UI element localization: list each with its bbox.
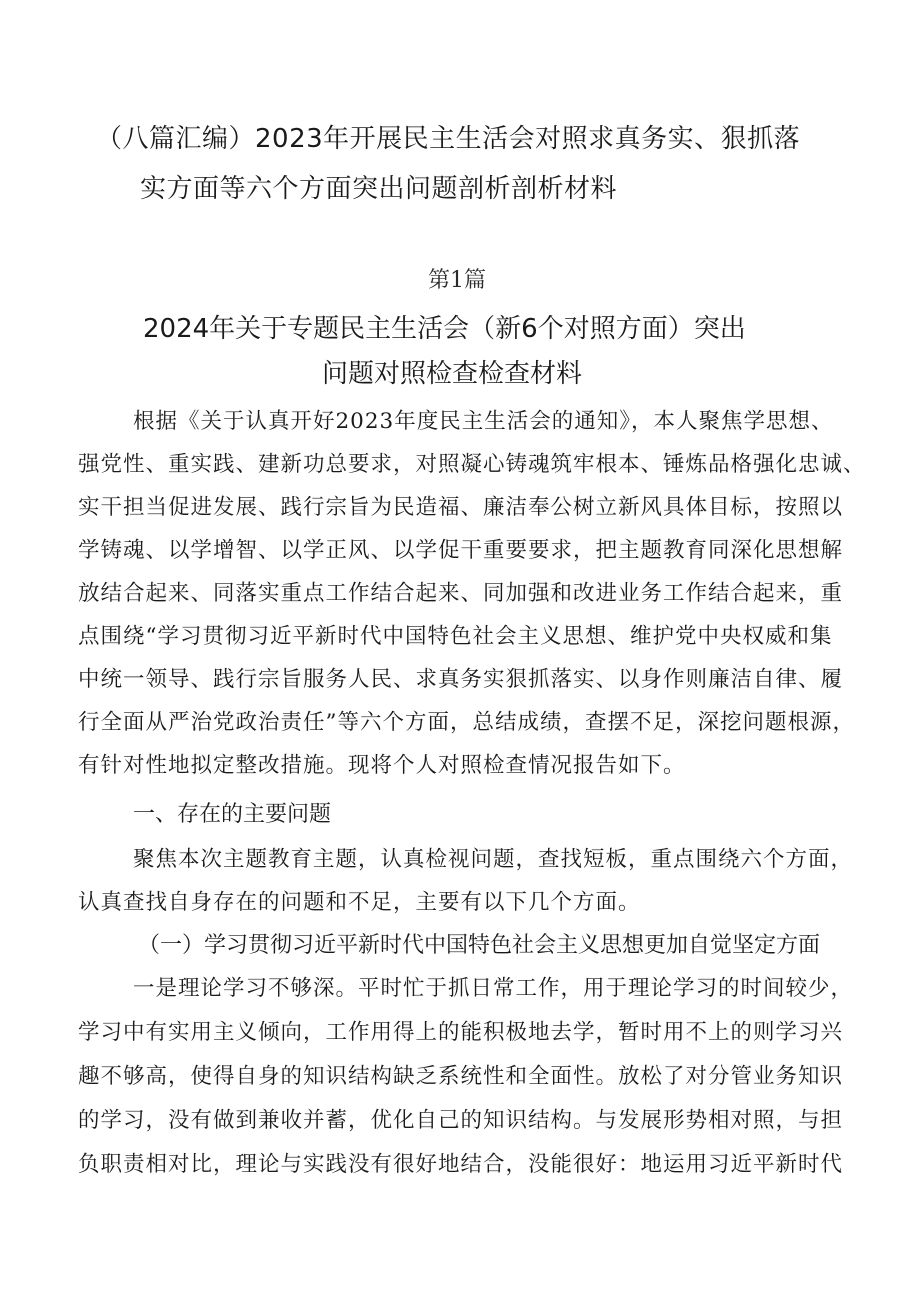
subtitle-line-1: 2024年关于专题民主生活会（新6个对照方面）突出 [143,314,746,344]
intro-line: 强党性、重实践、建新功总要求，对照凝心铸魂筑牢根本、锤炼品格强化忠诚、 [78,452,866,477]
document-title-line-2: 实方面等六个方面突出问题剖析剖析材料 [140,174,618,204]
subsection-line: 负职责相对比，理论与实践没有很好地结合，没能很好：地运用习近平新时代 [78,1152,844,1177]
section-line: 聚焦本次主题教育主题，认真检视问题，查找短板，重点围绕六个方面， [133,847,854,872]
section-heading: 一、存在的主要问题 [133,802,332,827]
intro-line: 点围绕“学习贯彻习近平新时代中国特色社会主义思想、维护党中央权威和集 [78,624,833,649]
subsection-line: 学习中有实用主义倾向，工作用得上的能积极地去学，暂时用不上的则学习兴 [78,1020,844,1045]
intro-line: 行全面从严治党政治责任”等六个方面，总结成绩，查摆不足，深挖问题根源， [78,710,855,735]
subsection-heading: （一）学习贯彻习近平新时代中国特色社会主义思想更加自觉坚定方面 [138,933,821,958]
intro-line: 放结合起来、同落实重点工作结合起来、同加强和改进业务工作结合起来，重 [78,581,844,606]
chapter-label: 第1篇 [428,268,486,293]
subsection-line: 趣不够高，使得自身的知识结构缺乏系统性和全面性。放松了对分管业务知识 [78,1064,844,1089]
intro-line: 根据《关于认真开好2023年度民主生活会的通知》，本人聚焦学思想、 [133,409,834,434]
intro-line: 有针对性地拟定整改措施。现将个人对照检查情况报告如下。 [78,753,686,778]
intro-line: 学铸魂、以学增智、以学正风、以学促干重要要求，把主题教育同深化思想解 [78,538,844,563]
subsection-line: 一是理论学习不够深。平时忙于抓日常工作，用于理论学习的时间较少， [133,976,854,1001]
subtitle-line-2: 问题对照检查检查材料 [322,359,583,389]
section-line: 认真查找自身存在的问题和不足，主要有以下几个方面。 [78,890,641,915]
subsection-line: 的学习，没有做到兼收并蓄，优化自己的知识结构。与发展形势相对照，与担 [78,1108,844,1133]
document-title-line-1: （八篇汇编）2023年开展民主生活会对照求真务实、狠抓落 [96,124,801,154]
intro-line: 实干担当促进发展、践行宗旨为民造福、廉洁奉公树立新风具体目标，按照以 [78,495,844,520]
intro-line: 中统一领导、践行宗旨服务人民、求真务实狠抓落实、以身作则廉洁自律、履 [78,667,844,692]
